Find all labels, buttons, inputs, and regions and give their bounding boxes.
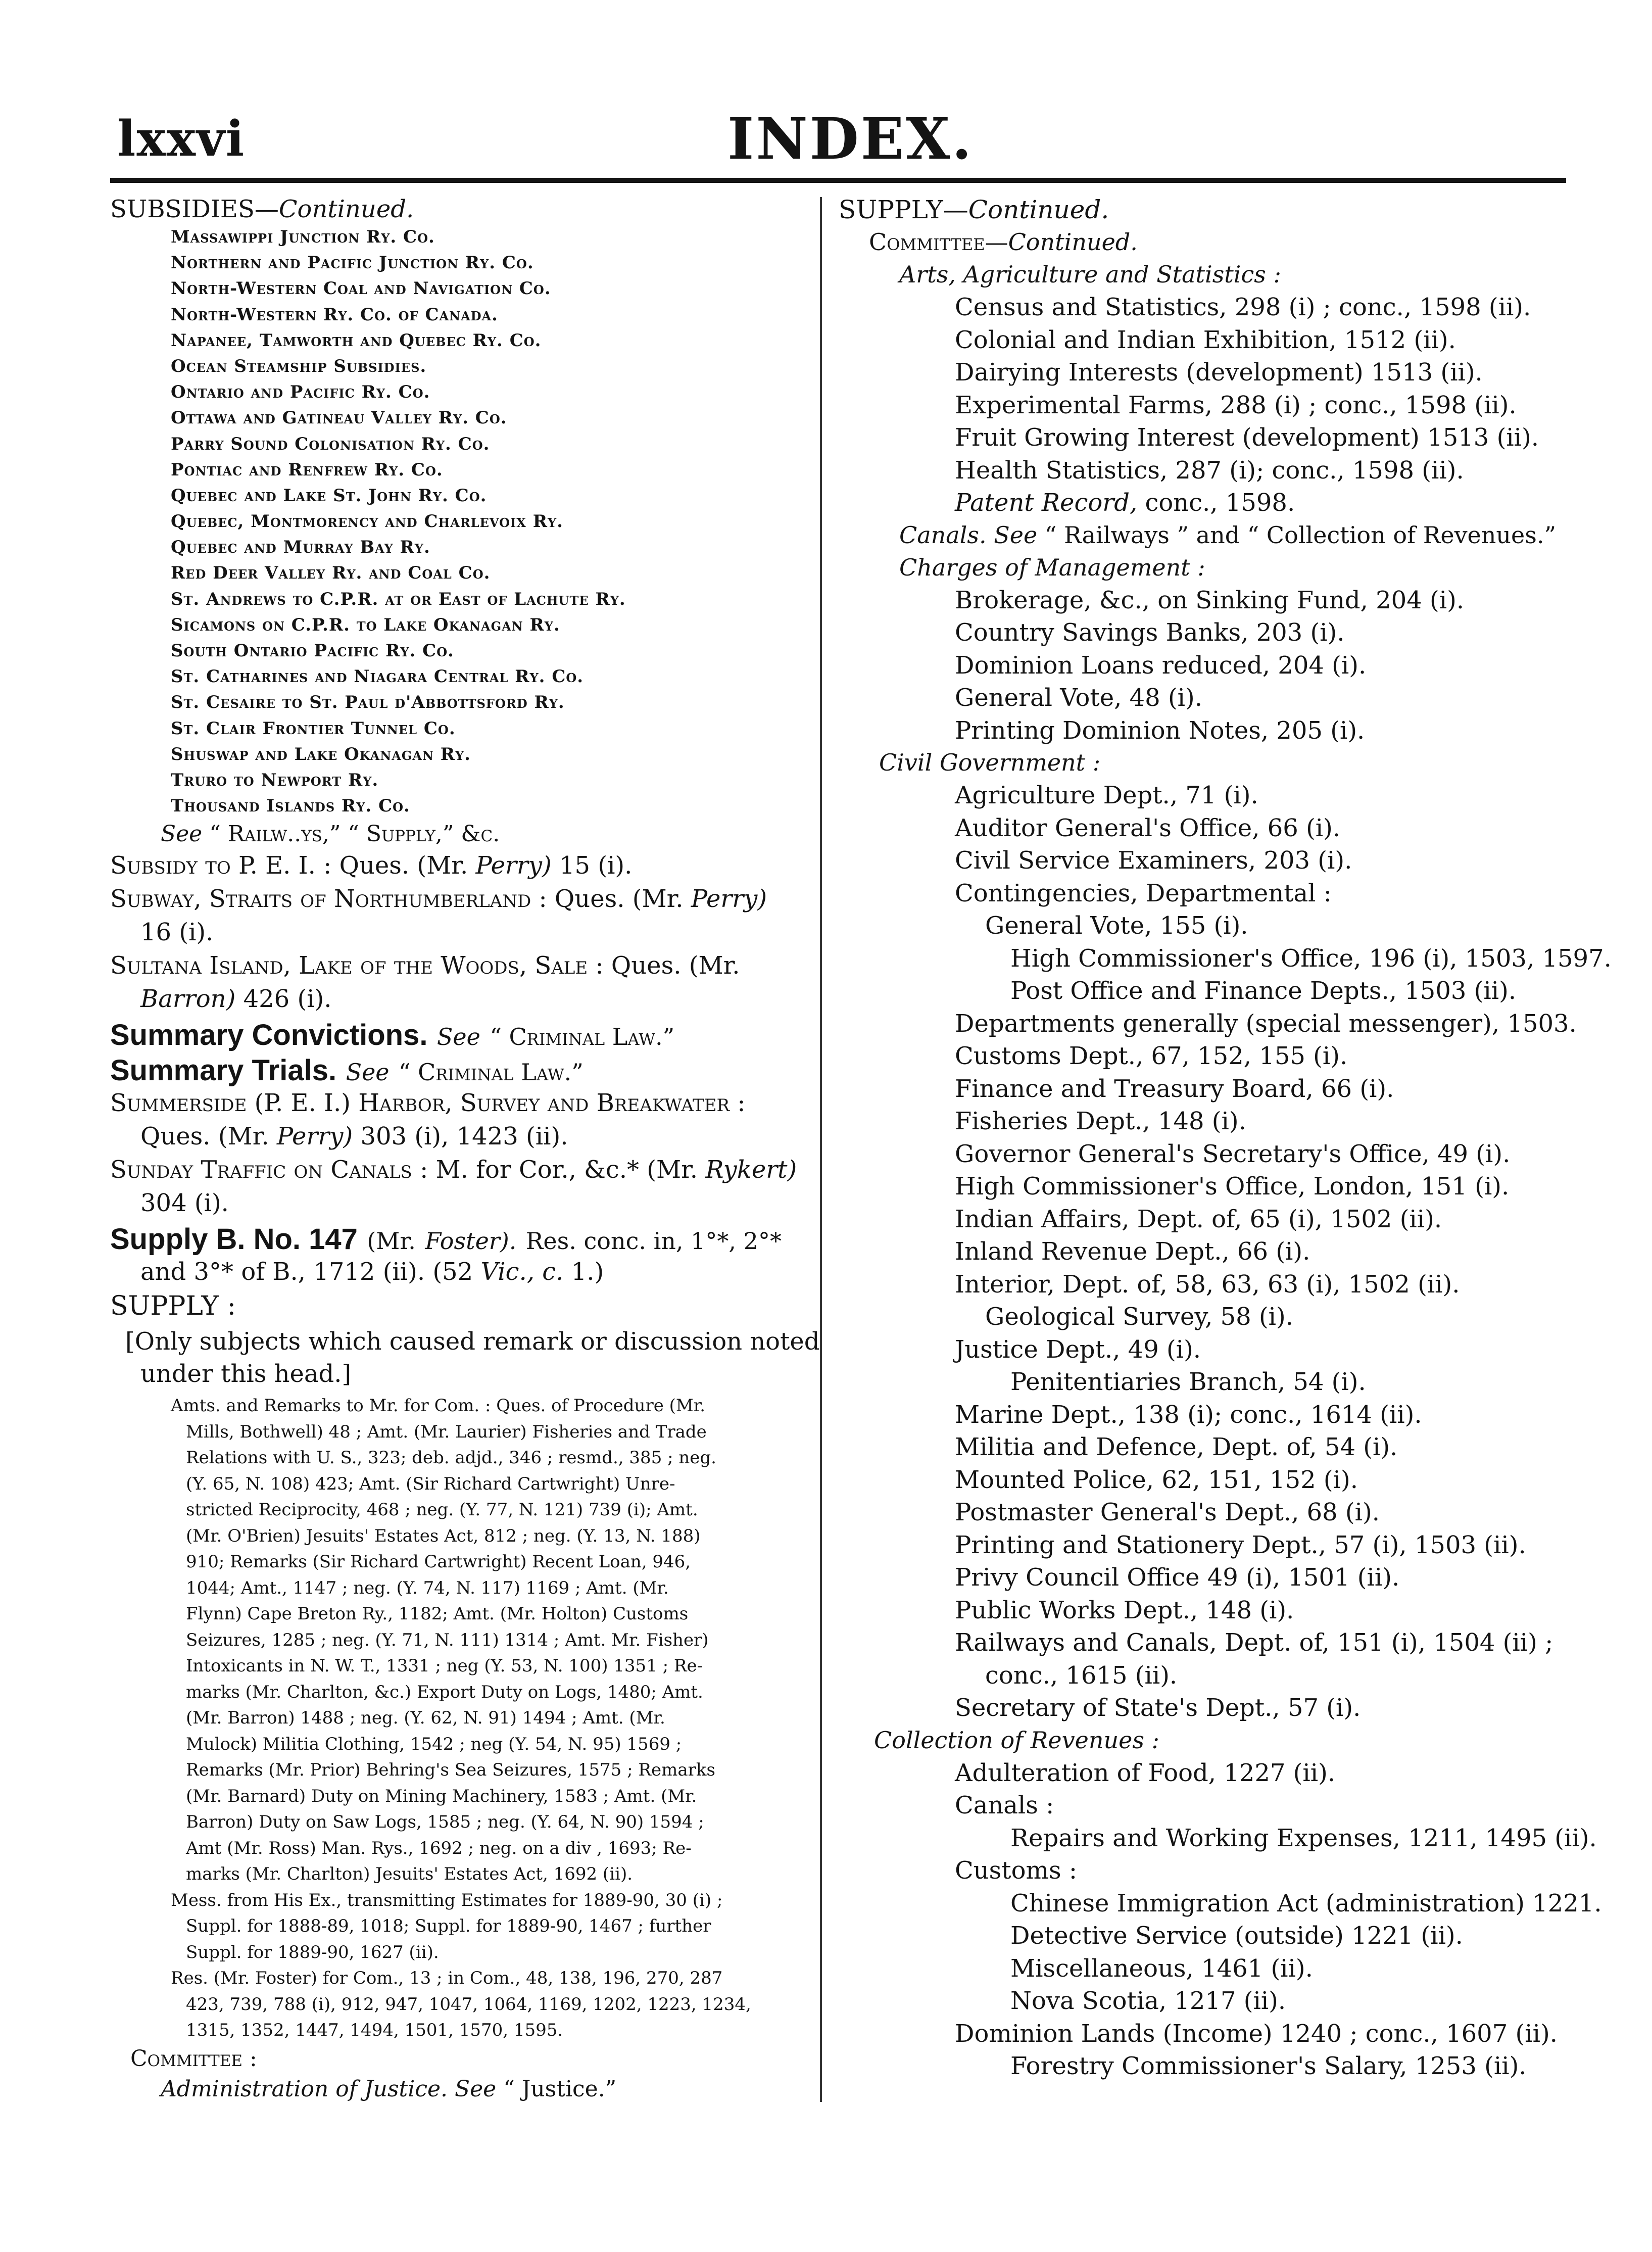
category-civil-government: Civil Government : <box>879 749 1101 776</box>
railway-item: St. Cesaire to St. Paul d'Abbottsford Ry. <box>171 692 565 713</box>
category-arts: Arts, Agriculture and Statistics : <box>899 261 1281 288</box>
entry-text: Ques. (Mr. <box>140 1122 269 1151</box>
railway-item: Napanee, Tamworth and Quebec Ry. Co. <box>171 330 542 351</box>
amendment-line: stricted Reciprocity, 468 ; neg. (Y. 77, N. 121) 739 (i); Amt. <box>186 1500 698 1520</box>
statute-ref: Vic., c. <box>480 1258 564 1286</box>
railway-list <box>110 228 807 823</box>
see-target: “ Railways ” and “ Collection of Revenues.” <box>1044 521 1557 549</box>
index-entry: Adulteration of Food, 1227 (ii). <box>955 1758 1336 1787</box>
entry-text: (Mr. <box>367 1227 416 1255</box>
amendment-line: Relations with U. S., 323; deb. adjd., 346 ; resmd., 385 ; neg. <box>186 1448 716 1468</box>
amendment-line: 1044; Amt., 1147 ; neg. (Y. 74, N. 117) 1169 ; Amt. (Mr. <box>186 1577 669 1598</box>
index-entry: High Commissioner's Office, London, 151 (i). <box>955 1172 1510 1201</box>
heading-text: Committee— <box>869 228 1008 256</box>
amendment-line: (Mr. Barron) 1488 ; neg. (Y. 62, N. 91) 1494 ; Amt. (Mr. <box>186 1708 665 1729</box>
subsidies-heading <box>110 197 807 228</box>
index-entry: Auditor General's Office, 66 (i). <box>955 813 1341 842</box>
amendment-line: Mulock) Militia Clothing, 1542 ; neg (Y. 54, N. 95) 1569 ; <box>186 1734 682 1754</box>
see-also-railways <box>161 823 807 853</box>
category-name: Canals. <box>899 521 987 549</box>
entry-sultana-cont <box>140 987 807 1020</box>
index-entry: Departments generally (special messenger), 1503. <box>955 1009 1577 1038</box>
amendment-line: (Y. 65, N. 108) 423; Amt. (Sir Richard Cartwright) Unre- <box>186 1473 675 1494</box>
message-line: Suppl. for 1888-89, 1018; Suppl. for 1889-90, 1467 ; further <box>186 1916 711 1937</box>
amendment-line: 910; Remarks (Sir Richard Cartwright) Recent Loan, 946, <box>186 1552 691 1572</box>
index-entry: Printing Dominion Notes, 205 (i). <box>955 716 1365 745</box>
index-entry: Postmaster General's Dept., 68 (i). <box>955 1498 1380 1526</box>
railway-item: Thousand Islands Ry. Co. <box>171 796 410 817</box>
railway-item: Ocean Steamship Subsidies. <box>171 356 427 376</box>
index-entry: Marine Dept., 138 (i); conc., 1614 (ii). <box>955 1400 1422 1429</box>
index-entry: Inland Revenue Dept., 66 (i). <box>955 1237 1310 1266</box>
entry-ref: Res. conc. in, 1°*, 2°* <box>525 1227 782 1255</box>
index-subentry: High Commissioner's Office, 196 (i), 1503, 1597. <box>1010 944 1612 973</box>
subcategory-canals: Canals : <box>955 1791 1054 1819</box>
index-subentry: Post Office and Finance Depts., 1503 (ii). <box>1010 977 1517 1005</box>
category-charges: Charges of Management : <box>899 553 1205 581</box>
railway-item: Ontario and Pacific Ry. Co. <box>171 382 430 403</box>
index-subentry: Forestry Commissioner's Salary, 1253 (ii). <box>1010 2052 1527 2080</box>
entry-administration-of-justice <box>161 2078 807 2109</box>
entry-head: Summary Convictions. <box>110 1019 428 1052</box>
resolution-line: Res. (Mr. Foster) for Com., 13 ; in Com., 48, 138, 196, 270, 287 <box>171 1968 723 1989</box>
entry-subway-cont: 16 (i). <box>140 918 214 947</box>
index-entry: Mounted Police, 62, 151, 152 (i). <box>955 1465 1358 1494</box>
railway-item: Parry Sound Colonisation Ry. Co. <box>171 434 490 454</box>
railway-item: Northern and Pacific Junction Ry. Co. <box>171 253 534 273</box>
entry-text: Ques. (Mr. <box>611 951 740 980</box>
entry-sunday-traffic <box>110 1158 807 1191</box>
continued-label: Continued. <box>278 195 414 223</box>
railway-item: St. Clair Frontier Tunnel Co. <box>171 718 456 739</box>
index-entry: Experimental Farms, 288 (i) ; conc., 1598 (ii). <box>955 391 1517 419</box>
entry-head: Subway, Straits of Northumberland : <box>110 885 547 914</box>
index-entry-patent <box>955 491 1566 523</box>
amendment-line: marks (Mr. Charlton) Jesuits' Estates Act, 1692 (ii). <box>186 1864 633 1885</box>
index-entry: Railways and Canals, Dept. of, 151 (i), 1504 (ii) ; <box>955 1628 1553 1657</box>
index-subentry: Nova Scotia, 1217 (ii). <box>1010 1987 1286 2015</box>
index-entry: Privy Council Office 49 (i), 1501 (ii). <box>955 1563 1400 1592</box>
see-target: “ Railw..ys,” “ Supply,” &c. <box>209 821 500 847</box>
index-entry: Interior, Dept. of, 58, 63, 63 (i), 1502 (ii). <box>955 1270 1460 1299</box>
amendment-line: (Mr. Barnard) Duty on Mining Machinery, 1583 ; Amt. (Mr. <box>186 1786 697 1806</box>
page-number: lxxvi <box>117 110 246 167</box>
railway-item: Ottawa and Gatineau Valley Ry. Co. <box>171 408 507 428</box>
subcategory-customs: Customs : <box>955 1856 1078 1885</box>
message-line: Suppl. for 1889-90, 1627 (ii). <box>186 1942 439 1962</box>
index-entry: Customs Dept., 67, 152, 155 (i). <box>955 1042 1348 1070</box>
see-label: See <box>436 1023 480 1051</box>
entry-ref: conc., 1598. <box>1145 489 1295 517</box>
entry-subsidy-pei <box>110 853 807 887</box>
resolution-line: 423, 739, 788 (i), 912, 947, 1047, 1064, 1169, 1202, 1223, 1234, <box>186 1994 751 2015</box>
index-subentry: Miscellaneous, 1461 (ii). <box>1010 1954 1313 1983</box>
entry-supply-b-cont <box>140 1260 807 1293</box>
amendment-line: marks (Mr. Charlton, &c.) Export Duty on Logs, 1480; Amt. <box>186 1682 703 1702</box>
category-name: Administration of Justice. <box>161 2076 448 2102</box>
index-entry: Country Savings Banks, 203 (i). <box>955 618 1345 647</box>
continued-label: Continued. <box>1008 228 1138 256</box>
amendments-block <box>110 1397 807 1892</box>
index-entry: Fruit Growing Interest (development) 1513 (ii). <box>955 423 1539 452</box>
resolution-line: 1315, 1352, 1447, 1494, 1501, 1570, 1595. <box>186 2020 563 2041</box>
index-entry: Agriculture Dept., 71 (i). <box>955 781 1258 809</box>
member-name: Perry) <box>475 851 552 880</box>
see-label: See <box>994 521 1038 549</box>
index-entry: Finance and Treasury Board, 66 (i). <box>955 1074 1394 1103</box>
right-column <box>839 195 1612 2087</box>
railway-item: Pontiac and Renfrew Ry. Co. <box>171 459 443 480</box>
amendment-line: (Mr. O'Brien) Jesuits' Estates Act, 812 ; neg. (Y. 13, N. 188) <box>186 1525 701 1546</box>
amendment-line: Seizures, 1285 ; neg. (Y. 71, N. 111) 1314 ; Amt. Mr. Fisher) <box>186 1630 709 1650</box>
entry-text: Ques. (Mr. <box>554 885 684 914</box>
entry-sunday-cont: 304 (i). <box>140 1189 229 1218</box>
see-target: “ Justice.” <box>503 2076 617 2102</box>
amendment-line: Amt (Mr. Ross) Man. Rys., 1692 ; neg. on a div , 1693; Re- <box>186 1838 692 1858</box>
index-entry: Justice Dept., 49 (i). <box>955 1335 1201 1364</box>
index-subentry: General Vote, 155 (i). <box>985 912 1248 940</box>
index-entry: Health Statistics, 287 (i); conc., 1598 (ii). <box>955 456 1464 485</box>
amendment-line: Mills, Bothwell) 48 ; Amt. (Mr. Laurier) Fisheries and Trade <box>186 1421 707 1442</box>
railway-item: Shuswap and Lake Okanagan Ry. <box>171 744 471 764</box>
index-entry: Printing and Stationery Dept., 57 (i), 1503 (ii). <box>955 1530 1526 1559</box>
entry-head: Sunday Traffic on Canals : <box>110 1156 428 1184</box>
see-label: See <box>454 2076 497 2102</box>
entry-summary-trials <box>110 1056 807 1091</box>
member-name: Foster). <box>425 1227 517 1255</box>
entry-summary-convictions <box>110 1020 807 1056</box>
railway-item: St. Catharines and Niagara Central Ry. Co. <box>171 666 584 687</box>
supply-heading: SUPPLY : <box>110 1291 236 1322</box>
messages-block <box>110 1892 807 1970</box>
entry-summerside: Summerside (P. E. I.) Harbor, Survey and Breakwater : <box>110 1089 746 1118</box>
continued-label: Continued. <box>968 195 1109 224</box>
committee-continued-heading <box>869 230 1566 263</box>
committee-heading: Committee : <box>130 2045 257 2072</box>
member-name: Perry) <box>691 885 767 914</box>
railway-item: Sicamons on C.P.R. to Lake Okanagan Ry. <box>171 614 560 635</box>
column-divider <box>820 197 822 2102</box>
amendment-line: Intoxicants in N. W. T., 1331 ; neg (Y. 53, N. 100) 1351 ; Re- <box>186 1656 703 1676</box>
index-subentry: conc., 1615 (ii). <box>985 1661 1178 1690</box>
category-canals-see <box>899 523 1566 556</box>
index-entry: Dominion Lands (Income) 1240 ; conc., 1607 (ii). <box>955 2019 1558 2048</box>
entry-head: Summary Trials. <box>110 1054 337 1087</box>
index-subentry: Penitentiaries Branch, 54 (i). <box>1010 1368 1366 1396</box>
index-entry: General Vote, 48 (i). <box>955 684 1203 712</box>
page-header <box>0 0 1652 172</box>
entry-text: M. for Cor., &c.* (Mr. <box>435 1156 698 1184</box>
entry-sultana <box>110 953 807 987</box>
index-entry: Dominion Loans reduced, 204 (i). <box>955 651 1367 680</box>
resolutions-block <box>110 1970 807 2048</box>
railway-item: Massawippi Junction Ry. Co. <box>171 227 435 247</box>
see-label: See <box>161 821 203 847</box>
index-entry: Public Works Dept., 148 (i). <box>955 1596 1294 1624</box>
railway-item: South Ontario Pacific Ry. Co. <box>171 641 454 661</box>
amendment-line: Flynn) Cape Breton Ry., 1182; Amt. (Mr. Holton) Customs <box>186 1604 689 1624</box>
entry-summerside-cont <box>140 1124 807 1158</box>
entry-text: Ques. (Mr. <box>339 851 468 880</box>
header-rule <box>110 178 1566 183</box>
index-subentry: Geological Survey, 58 (i). <box>985 1303 1294 1331</box>
see-target: “ Criminal Law.” <box>398 1059 584 1086</box>
member-name: Rykert) <box>705 1156 797 1184</box>
index-subentry: Chinese Immigration Act (administration) 1221. <box>1010 1889 1602 1918</box>
railway-item: North-Western Ry. Co. of Canada. <box>171 304 498 325</box>
message-line: Mess. from His Ex., transmitting Estimates for 1889-90, 30 (i) ; <box>171 1890 723 1910</box>
index-subentry: Repairs and Working Expenses, 1211, 1495 (ii). <box>1010 1824 1597 1852</box>
see-target: “ Criminal Law.” <box>490 1023 675 1051</box>
index-entry: Civil Service Examiners, 203 (i). <box>955 846 1352 875</box>
index-entry: Secretary of State's Dept., 57 (i). <box>955 1694 1361 1722</box>
entry-head: Sultana Island, Lake of the Woods, Sale : <box>110 951 604 980</box>
amendment-line: Barron) Duty on Saw Logs, 1585 ; neg. (Y. 64, N. 90) 1594 ; <box>186 1812 704 1833</box>
member-name: Perry) <box>276 1122 353 1151</box>
entry-head: Supply B. No. 147 <box>110 1223 358 1256</box>
index-entry: Census and Statistics, 298 (i) ; conc., 1598 (ii). <box>955 293 1531 321</box>
index-entry: Brokerage, &c., on Sinking Fund, 204 (i). <box>955 586 1465 614</box>
left-column <box>110 195 820 2109</box>
member-name: Barron) <box>140 985 236 1014</box>
entry-head: Subsidy to P. E. I. : <box>110 851 332 880</box>
index-entry: Governor General's Secretary's Office, 49 (i). <box>955 1139 1511 1168</box>
entry-supply-b <box>110 1224 807 1260</box>
entry-text: and 3°* of B., 1712 (ii). (52 <box>140 1258 473 1286</box>
supply-continued-heading <box>839 197 1566 230</box>
railway-item: North-Western Coal and Navigation Co. <box>171 278 551 299</box>
see-label: See <box>346 1059 390 1086</box>
railway-item: Quebec and Lake St. John Ry. Co. <box>171 485 487 506</box>
index-entry: Indian Affairs, Dept. of, 65 (i), 1502 (ii). <box>955 1205 1442 1233</box>
entry-subway <box>110 887 807 920</box>
index-entry: Colonial and Indian Exhibition, 1512 (ii). <box>955 325 1456 354</box>
supply-note-cont: under this head.] <box>140 1360 352 1388</box>
entry-ref: 426 (i). <box>243 985 332 1014</box>
railway-item: Truro to Newport Ry. <box>171 770 379 790</box>
railway-item: St. Andrews to C.P.R. at or East of Lachute Ry. <box>171 589 626 609</box>
index-subentry: Detective Service (outside) 1221 (ii). <box>1010 1922 1463 1950</box>
railway-item: Red Deer Valley Ry. and Coal Co. <box>171 563 491 584</box>
amendment-line: Amts. and Remarks to Mr. for Com. : Ques. of Procedure (Mr. <box>171 1396 706 1416</box>
page-title: INDEX. <box>727 106 974 172</box>
entry-ref: 1.) <box>571 1258 604 1286</box>
entry-ref: 303 (i), 1423 (ii). <box>360 1122 568 1151</box>
heading-text: SUBSIDIES— <box>110 195 279 223</box>
railway-item: Quebec, Montmorency and Charlevoix Ry. <box>171 511 563 532</box>
amendment-line: Remarks (Mr. Prior) Behring's Sea Seizures, 1575 ; Remarks <box>186 1760 715 1781</box>
supply-note: [Only subjects which caused remark or discussion noted <box>125 1327 820 1356</box>
entry-head: Patent Record, <box>955 489 1138 517</box>
index-entry: Contingencies, Departmental : <box>955 879 1332 907</box>
heading-text: SUPPLY— <box>839 195 968 224</box>
category-collection-of-revenues: Collection of Revenues : <box>874 1726 1160 1754</box>
railway-item: Quebec and Murray Bay Ry. <box>171 537 430 558</box>
entry-ref: 15 (i). <box>559 851 633 880</box>
index-entry: Militia and Defence, Dept. of, 54 (i). <box>955 1433 1398 1461</box>
index-entry: Dairying Interests (development) 1513 (ii). <box>955 358 1483 387</box>
index-entry: Fisheries Dept., 148 (i). <box>955 1107 1246 1135</box>
